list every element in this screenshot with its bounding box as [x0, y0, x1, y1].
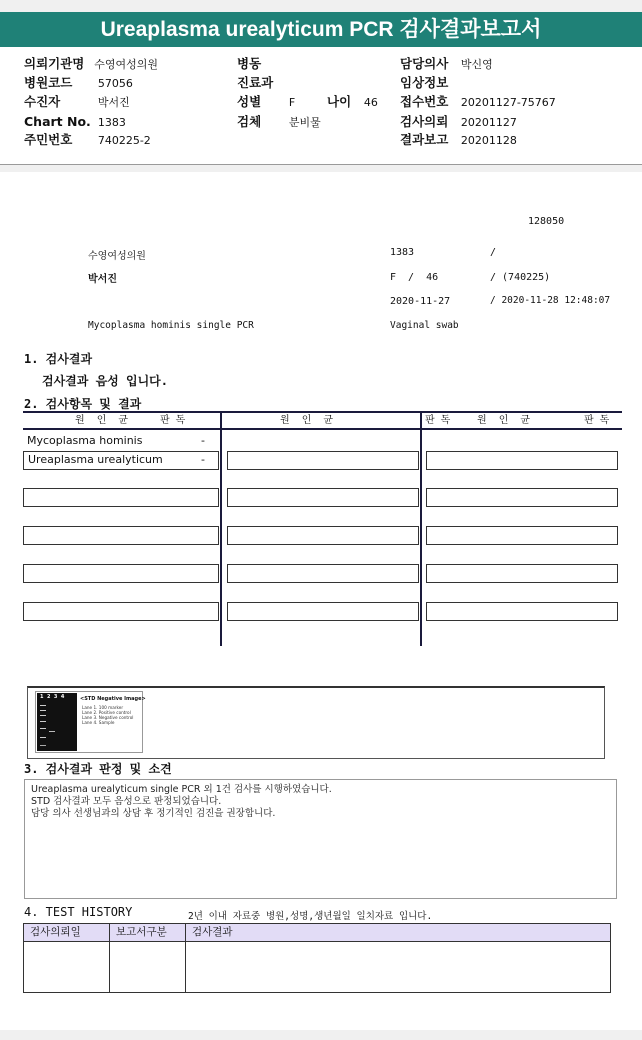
history-col-request-date: 검사의뢰일 — [24, 924, 110, 941]
section1-result-text: 검사결과 음성 입니다. — [42, 374, 169, 388]
report-date-field: 결과보고 20201128 — [400, 132, 517, 147]
summary-birth: / (740225) — [490, 272, 551, 283]
summary-sex-age: F / 46 — [390, 272, 439, 283]
col-organism-3: 원 인 균 — [477, 415, 531, 426]
age-field: 나이 46 — [327, 94, 378, 109]
summary-chart-no: 1383 — [390, 247, 415, 258]
summary-specimen: Vaginal swab — [390, 320, 459, 331]
result-cell — [23, 602, 219, 621]
result-cell — [426, 488, 618, 507]
request-date-field: 검사의뢰 20201127 — [400, 114, 517, 129]
gel-caption: Lane 1. 100 marker Lane 2. Positive control Lane 3. Negative control Lane 4. Sample — [82, 705, 134, 725]
section1-heading: 1. 검사결과 — [24, 352, 93, 366]
summary-request-date: 2020-11-27 — [390, 296, 451, 307]
ward-field: 병동 — [237, 56, 262, 71]
summary-chart-slash: / — [490, 247, 497, 258]
result-table-header — [23, 411, 622, 430]
history-col-result: 검사결과 — [192, 926, 233, 938]
summary-institution: 수영여성의원 — [88, 251, 146, 262]
result-cell — [227, 526, 419, 545]
finding-line: 담당 의사 선생님과의 상담 후 정기적인 검진을 권장합니다. — [31, 808, 276, 819]
result-cell — [23, 488, 219, 507]
gel-lane-numbers: 1 2 3 4 — [40, 694, 65, 700]
result-cell — [426, 526, 618, 545]
result-cell — [23, 451, 219, 470]
gel-electrophoresis-icon — [37, 693, 77, 751]
finding-line: Ureaplasma urealyticum single PCR 외 1건 검사를 시행하였습니다. — [31, 784, 332, 795]
result-cell — [227, 564, 419, 583]
row1-organism: Mycoplasma hominis — [27, 434, 143, 447]
col-organism-2: 원 인 균 — [280, 415, 334, 426]
table-divider-2 — [420, 411, 422, 646]
section2-heading: 2. 검사항목 및 결과 — [24, 397, 142, 411]
col-organism-1: 원 인 균 — [75, 415, 129, 426]
result-cell — [426, 602, 618, 621]
result-cell — [23, 526, 219, 545]
table-divider-1 — [220, 411, 222, 646]
section4-heading: 4. TEST HISTORY — [24, 905, 133, 919]
summary-report-datetime: / 2020-11-28 12:48:07 — [490, 295, 611, 306]
institution-field: 의뢰기관명 수영여성의원 — [24, 56, 158, 71]
col-result-1: 판 독 — [160, 415, 186, 426]
row2-result: - — [201, 453, 205, 466]
findings-box — [24, 779, 617, 899]
sex-field: 성별 F — [237, 94, 296, 109]
row2-organism: Ureaplasma urealyticum — [28, 453, 163, 466]
history-table-header — [24, 924, 610, 942]
history-col-report-type: 보고서구분 — [110, 924, 186, 941]
receipt-no-field: 접수번호 20201127-75767 — [400, 94, 556, 109]
summary-patient: 박서진 — [88, 274, 117, 285]
result-cell — [23, 564, 219, 583]
gel-image — [35, 691, 146, 753]
hospital-code-field: 병원코드 57056 — [24, 75, 133, 90]
col-result-2: 판 독 — [425, 415, 451, 426]
gel-caption-title: <STD Negative Image> — [80, 696, 146, 702]
specimen-field: 검체 분비물 — [237, 114, 321, 129]
result-cell — [227, 488, 419, 507]
result-cell — [426, 564, 618, 583]
summary-test-name: Mycoplasma hominis single PCR — [88, 320, 254, 331]
department-field: 진료과 — [237, 75, 274, 90]
history-table — [23, 923, 611, 993]
row1-result: - — [201, 434, 205, 447]
chart-no-field: Chart No. 1383 — [24, 114, 126, 129]
report-title: Ureaplasma urealyticum PCR 검사결과보고서 — [0, 12, 642, 47]
clinical-info-field: 임상정보 — [400, 75, 449, 90]
report-id: 128050 — [528, 216, 565, 227]
doctor-field: 담당의사 박신영 — [400, 56, 493, 71]
result-cell — [426, 451, 618, 470]
result-cell — [227, 451, 419, 470]
patient-info-panel — [0, 47, 642, 165]
resident-no-field: 주민번호 740225-2 — [24, 132, 151, 147]
history-note: 2년 이내 자료중 병원,성명,생년월일 일치자료 입니다. — [188, 911, 433, 922]
section3-heading: 3. 검사결과 판정 및 소견 — [24, 762, 172, 776]
finding-line: STD 검사결과 모두 음성으로 판정되었습니다. — [31, 796, 222, 807]
patient-field: 수진자 박서진 — [24, 94, 130, 109]
col-result-3: 판 독 — [584, 415, 610, 426]
result-cell — [227, 602, 419, 621]
